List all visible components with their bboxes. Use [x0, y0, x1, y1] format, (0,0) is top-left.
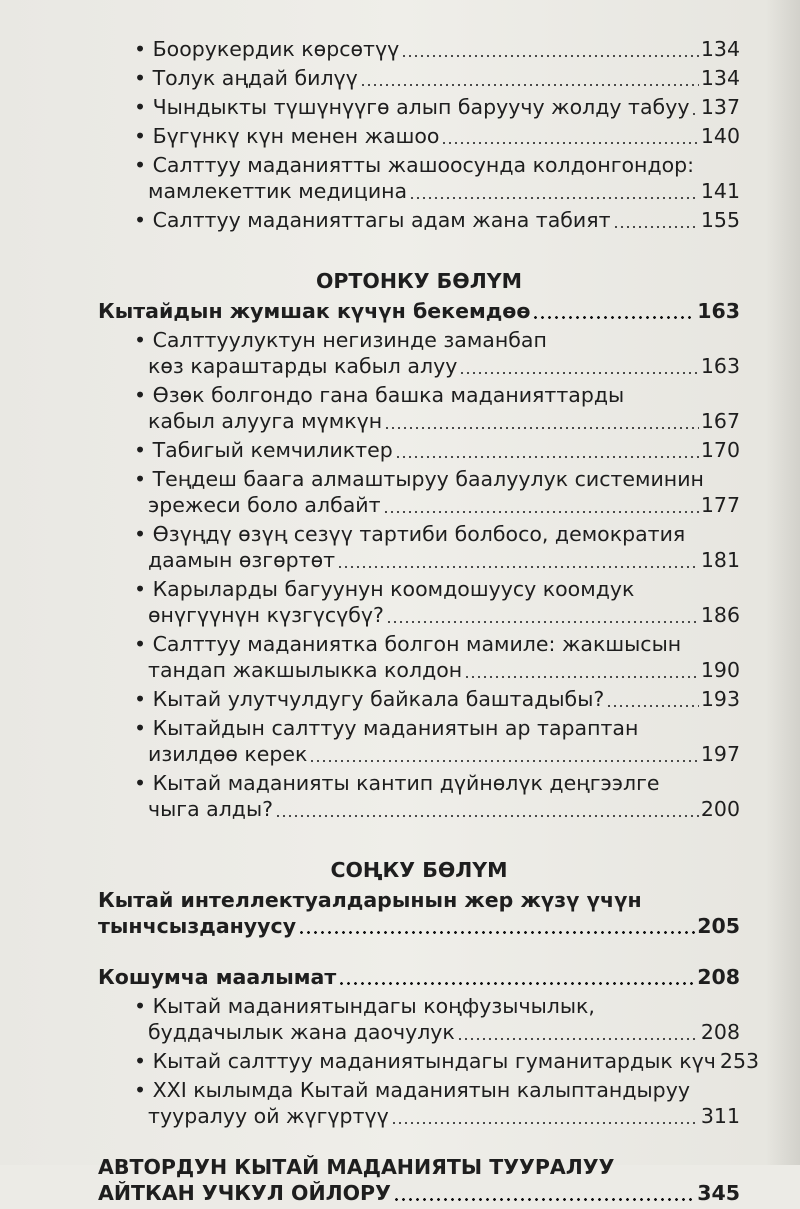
page-number: 167: [700, 409, 740, 433]
toc-entry[interactable]: • Салттуу маданиятка болгон мамиле: жакшысын тандап жакшылыкка колдон 190: [134, 632, 740, 682]
page-number: 163: [697, 299, 740, 323]
page-number: 345: [697, 1181, 740, 1205]
toc-entry[interactable]: • Өзүңдү өзүң сезүү тартиби болбосо, демократия даамын өзгөртөт 181: [134, 522, 740, 572]
page-number: 155: [700, 208, 740, 232]
page-number: 134: [700, 66, 740, 90]
page-number: 181: [700, 548, 740, 572]
page-number: 170: [700, 438, 740, 462]
leader-dots: [383, 511, 699, 513]
page-number: 205: [697, 914, 740, 938]
toc-entry[interactable]: • Салттуулуктун негизинде заманбап көз караштарды кабыл алуу 163: [134, 328, 740, 378]
page-number: 311: [700, 1104, 740, 1128]
leader-dots: [691, 113, 698, 115]
leader-dots: [309, 760, 698, 762]
page-number: 190: [700, 658, 740, 682]
page-number: 163: [700, 354, 740, 378]
leader-dots: [401, 55, 699, 57]
toc-entry[interactable]: • Өзөк болгондо гана башка маданияттарды кабыл алууга мүмкүн 167: [134, 383, 740, 433]
toc-chapter[interactable]: Кытайдын жумшак күчүн бекемдөө 163: [98, 299, 740, 323]
toc-entry[interactable]: • Кытай маданиятындагы коңфузычылык, буддачылык жана даочулук 208: [134, 994, 740, 1044]
page-number: 193: [700, 687, 740, 711]
toc-entry[interactable]: • Кытайдын салттуу маданиятын ар тараптан изилдөө керек 197: [134, 716, 740, 766]
leader-dots: [386, 621, 699, 623]
leader-dots: [391, 1122, 699, 1124]
page-number: 253: [719, 1049, 760, 1073]
leader-dots: [409, 197, 699, 199]
section-title-last: СОҢКУ БӨЛҮМ: [330, 858, 508, 882]
leader-dots: [441, 142, 698, 144]
leader-dots: [338, 982, 695, 985]
table-of-contents: [98, 36, 760, 1209]
toc-entry[interactable]: • Толук аңдай билүү 134: [134, 66, 740, 90]
toc-entry[interactable]: • XXI кылымда Кытай маданиятын калыптандыруу тууралуу ой жүгүртүү 311: [134, 1078, 740, 1128]
toc-chapter[interactable]: Кытай интеллектуалдарынын жер жүзү үчүн тынчсыздануусу 205: [98, 888, 740, 938]
toc-entry[interactable]: • Табигый кемчиликтер 170: [134, 438, 740, 462]
leader-dots: [393, 1198, 695, 1201]
page-number: 200: [700, 797, 740, 821]
toc-entry[interactable]: • Бүгүнкү күн менен жашоо 140: [134, 124, 740, 148]
toc-entry[interactable]: • Боорукердик көрсөтүү 134: [134, 37, 740, 61]
leader-dots: [532, 316, 695, 319]
toc-entry[interactable]: • Кытай салттуу маданиятындагы гуманитардык күч 253: [134, 1049, 760, 1073]
page-number: 134: [700, 37, 740, 61]
page-number: 177: [700, 493, 740, 517]
page-number: 208: [700, 1020, 740, 1044]
page-number: 186: [700, 603, 740, 627]
leader-dots: [457, 1038, 699, 1040]
leader-dots: [464, 676, 699, 678]
leader-dots: [459, 372, 699, 374]
page-number: 141: [700, 179, 740, 203]
toc-entry[interactable]: • Чындыкты түшүнүүгө алып баруучу жолду табуу 137: [134, 95, 740, 119]
toc-entry[interactable]: • Карыларды багуунун коомдошуусу коомдук өнүгүүнүн күзгүсүбү? 186: [134, 577, 740, 627]
leader-dots: [613, 226, 699, 228]
page-number: 197: [700, 742, 740, 766]
toc-chapter-final[interactable]: АВТОРДУН КЫТАЙ МАДАНИЯТЫ ТУУРАЛУУ АЙТКАН УЧКУЛ ОЙЛОРУ 345: [98, 1155, 740, 1205]
toc-chapter[interactable]: Кошумча маалымат 208: [98, 965, 740, 989]
leader-dots: [298, 931, 695, 934]
toc-entry[interactable]: • Салттуу маданиятты жашоосунда колдонгондор: мамлекеттик медицина 141: [134, 153, 740, 203]
page-number: 208: [697, 965, 740, 989]
leader-dots: [275, 815, 699, 817]
page-spine-shadow: [766, 0, 800, 1165]
page-number: 140: [700, 124, 740, 148]
section-title-middle: ОРТОНКУ БӨЛҮМ: [315, 269, 523, 293]
toc-entry[interactable]: • Кытай маданияты кантип дүйнөлүк деңгээлге чыга алды? 200: [134, 771, 740, 821]
toc-entry[interactable]: • Кытай улутчулдугу байкала баштадыбы? 193: [134, 687, 740, 711]
leader-dots: [395, 456, 699, 458]
leader-dots: [360, 84, 699, 86]
toc-entry[interactable]: • Салттуу маданияттагы адам жана табият 155: [134, 208, 740, 232]
toc-entry[interactable]: • Теңдеш баага алмаштыруу баалуулук системинин эрежеси боло албайт 177: [134, 467, 740, 517]
page-number: 137: [700, 95, 740, 119]
leader-dots: [337, 566, 699, 568]
leader-dots: [384, 427, 699, 429]
leader-dots: [606, 705, 699, 707]
